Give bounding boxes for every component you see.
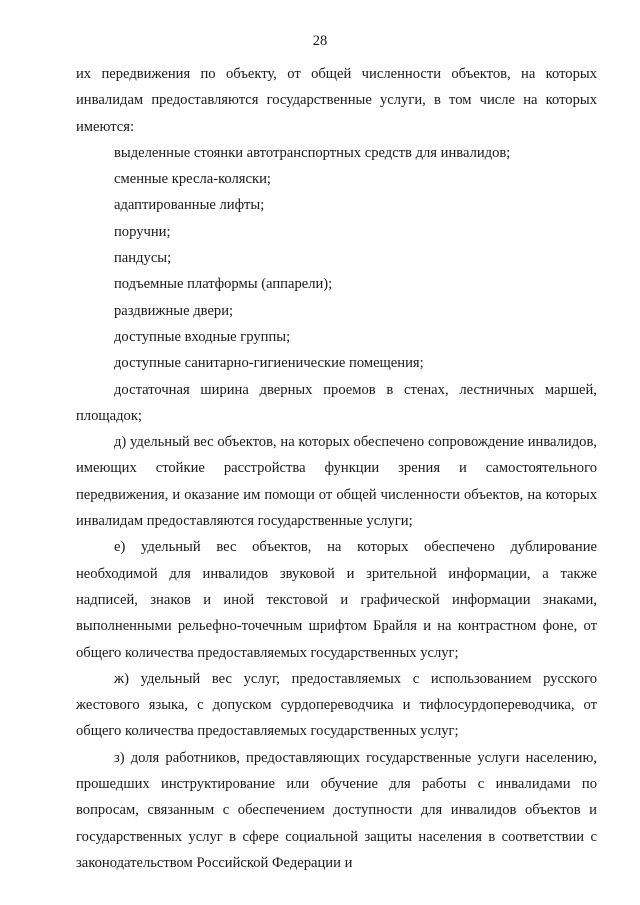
list-item-entrance-groups: доступные входные группы; [114, 328, 291, 345]
list-item-sliding-doors: раздвижные двери; [114, 302, 234, 319]
paragraph-item-e: е) удельный вес объектов, на которых обеспечено дублирование необходимой для инвалидов звуковой и зрительной информации, а также надписей, знаков и иной текстовой и графической информации знаками, выполненными рельефно-точечным шрифтом Брайля и на контрастном фоне, от общего количества предоставляемых государственных услуг; [76, 539, 597, 661]
page-number: 28 [312, 33, 328, 49]
list-item-ramps: пандусы; [114, 250, 172, 267]
document-body [76, 61, 597, 876]
list-item-handrails: поручни; [114, 223, 171, 240]
list-item-door-width: достаточная ширина дверных проемов в стенах, лестничных маршей, площадок; [76, 381, 597, 424]
list-item-platforms: подъемные платформы (аппарели); [114, 276, 333, 293]
list-item-wheelchairs: сменные кресла-коляски; [114, 171, 271, 188]
paragraph-item-d: д) удельный вес объектов, на которых обеспечено сопровождение инвалидов, имеющих стойкие расстройства функции зрения и самостоятельного передвижения, и оказание им помощи от общей численности объектов, на которых инвалидам предоставляются государственные услуги; [76, 434, 597, 530]
paragraph-item-zh: ж) удельный вес услуг, предоставляемых с использованием русского жестового языка, с допуском сурдопереводчика и тифлосурдопереводчика, от общего количества предоставляемых государственных услуг; [76, 670, 597, 740]
list-item-parking: выделенные стоянки автотранспортных средств для инвалидов; [114, 144, 511, 161]
list-item-sanitary-rooms: доступные санитарно-гигиенические помещения; [114, 355, 424, 372]
paragraph-intro: их передвижения по объекту, от общей численности объектов, на которых инвалидам предоставляются государственные услуги, в том числе на которых имеются: [76, 66, 597, 135]
list-item-lifts: адаптированные лифты; [114, 197, 265, 214]
paragraph-item-z: з) доля работников, предоставляющих государственные услуги населению, прошедших инструктирование или обучение для работы с инвалидами по вопросам, связанным с обеспечением доступности для инвалидов объектов и государственных услуг в сфере социальной защиты населения в соответствии с законодательством Российской Федерации и [76, 749, 597, 871]
